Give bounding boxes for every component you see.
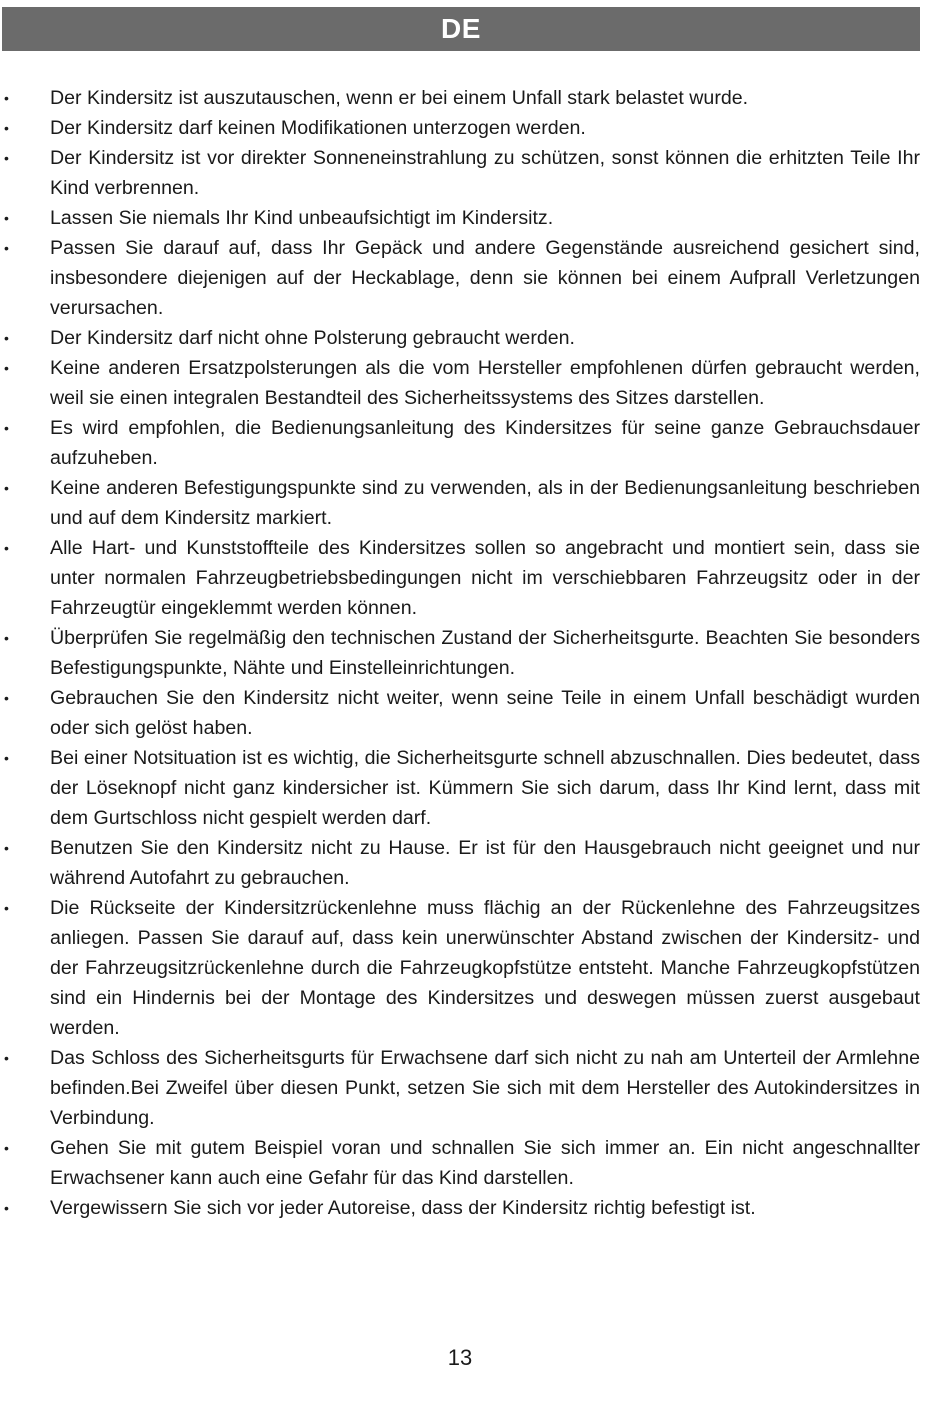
language-header-bar — [2, 7, 920, 51]
list-item — [0, 533, 920, 623]
list-item-text: Lassen Sie niemals Ihr Kind unbeaufsichtigt im Kindersitz. — [50, 207, 554, 229]
bullet-icon: • — [4, 480, 9, 496]
list-item-text: Keine anderen Ersatzpolsterungen als die vom Hersteller empfohlenen dürfen gebraucht werden, weil sie einen integralen Bestandteil des Sicherheitssystems des Sitzes darstellen. — [50, 357, 920, 409]
list-item — [0, 893, 920, 1043]
list-item — [0, 113, 920, 143]
list-item-text: Der Kindersitz darf nicht ohne Polsterung gebraucht werden. — [50, 327, 575, 349]
list-item — [0, 203, 920, 233]
list-item-text: Vergewissern Sie sich vor jeder Autoreise, dass der Kindersitz richtig befestigt ist. — [50, 1197, 756, 1219]
list-item-text: Es wird empfohlen, die Bedienungsanleitung des Kindersitzes für seine ganze Gebrauchsdauer aufzuheben. — [50, 417, 920, 469]
bullet-icon: • — [4, 210, 9, 226]
bullet-icon: • — [4, 630, 9, 646]
list-item-text: Keine anderen Befestigungspunkte sind zu verwenden, als in der Bedienungsanleitung beschrieben und auf dem Kindersitz markiert. — [50, 477, 920, 529]
list-item — [0, 143, 920, 203]
list-item — [0, 413, 920, 473]
safety-instructions-list — [0, 83, 920, 1223]
bullet-icon: • — [4, 150, 9, 166]
list-item-text: Die Rückseite der Kindersitzrückenlehne muss flächig an der Rückenlehne des Fahrzeugsitzes anliegen. Passen Sie darauf auf, dass kein unerwünschter Abstand zwischen der Kindersitz- und der Fahrzeugsitzrückenlehne durch die Fahrzeugkopfstütze entsteht. Manche Fahrzeugkopfstützen sind ein Hindernis bei der Montage des Kindersitzes und deswegen müssen zuerst ausgebaut werden. — [50, 897, 920, 1039]
list-item-text: Das Schloss des Sicherheitsgurts für Erwachsene darf sich nicht zu nah am Unterteil der Armlehne befinden.Bei Zweifel über diesen Punkt, setzen Sie sich mit dem Hersteller des Autokindersitzes in Verbindung. — [50, 1047, 920, 1129]
list-item — [0, 473, 920, 533]
list-item-text: Benutzen Sie den Kindersitz nicht zu Hause. Er ist für den Hausgebrauch nicht geeignet und nur während Autofahrt zu gebrauchen. — [50, 837, 920, 889]
list-item-text: Gebrauchen Sie den Kindersitz nicht weiter, wenn seine Teile in einem Unfall beschädigt wurden oder sich gelöst haben. — [50, 687, 920, 739]
list-item — [0, 833, 920, 893]
bullet-icon: • — [4, 690, 9, 706]
list-item — [0, 683, 920, 743]
list-item-text: Alle Hart- und Kunststoffteile des Kindersitzes sollen so angebracht und montiert sein, dass sie unter normalen Fahrzeugbetriebsbedingungen nicht im verschiebbaren Fahrzeugsitz oder in der Fahrzeugtür eingeklemmt werden können. — [50, 537, 920, 619]
list-item — [0, 83, 920, 113]
bullet-icon: • — [4, 1050, 9, 1066]
list-item-text: Der Kindersitz ist auszutauschen, wenn er bei einem Unfall stark belastet wurde. — [50, 87, 749, 109]
page-number: 13 — [447, 1345, 473, 1370]
list-item — [0, 1133, 920, 1193]
bullet-icon: • — [4, 420, 9, 436]
bullet-icon: • — [4, 900, 9, 916]
bullet-icon: • — [4, 90, 9, 106]
list-item — [0, 353, 920, 413]
bullet-icon: • — [4, 240, 9, 256]
list-item — [0, 1193, 920, 1223]
bullet-icon: • — [4, 1140, 9, 1156]
list-item-text: Der Kindersitz darf keinen Modifikationen unterzogen werden. — [50, 117, 586, 139]
bullet-icon: • — [4, 840, 9, 856]
bullet-icon: • — [4, 120, 9, 136]
bullet-icon: • — [4, 330, 9, 346]
list-item-text: Gehen Sie mit gutem Beispiel voran und schnallen Sie sich immer an. Ein nicht angeschnallter Erwachsener kann auch eine Gefahr für das Kind darstellen. — [50, 1137, 920, 1189]
list-item-text: Passen Sie darauf auf, dass Ihr Gepäck und andere Gegenstände ausreichend gesichert sind, insbesondere diejenigen auf der Heckablage, denn sie können bei einem Aufprall Verletzungen verursachen. — [50, 237, 920, 319]
bullet-icon: • — [4, 750, 9, 766]
language-code-title: DE — [441, 13, 481, 44]
list-item-text: Der Kindersitz ist vor direkter Sonneneinstrahlung zu schützen, sonst können die erhitzten Teile Ihr Kind verbrennen. — [50, 147, 920, 199]
bullet-icon: • — [4, 360, 9, 376]
bullet-icon: • — [4, 1200, 9, 1216]
bullet-icon: • — [4, 540, 9, 556]
list-item-text: Bei einer Notsituation ist es wichtig, die Sicherheitsgurte schnell abzuschnallen. Dies bedeutet, dass der Löseknopf nicht ganz kindersicher ist. Kümmern Sie sich darum, dass Ihr Kind lernt, dass mit dem Gurtschloss nicht gespielt werden darf. — [50, 747, 920, 829]
list-item — [0, 323, 920, 353]
list-item-text: Überprüfen Sie regelmäßig den technischen Zustand der Sicherheitsgurte. Beachten Sie besonders Befestigungspunkte, Nähte und Einstelleinrichtungen. — [50, 627, 920, 679]
list-item — [0, 623, 920, 683]
list-item — [0, 1043, 920, 1133]
list-item — [0, 743, 920, 833]
list-item — [0, 233, 920, 323]
